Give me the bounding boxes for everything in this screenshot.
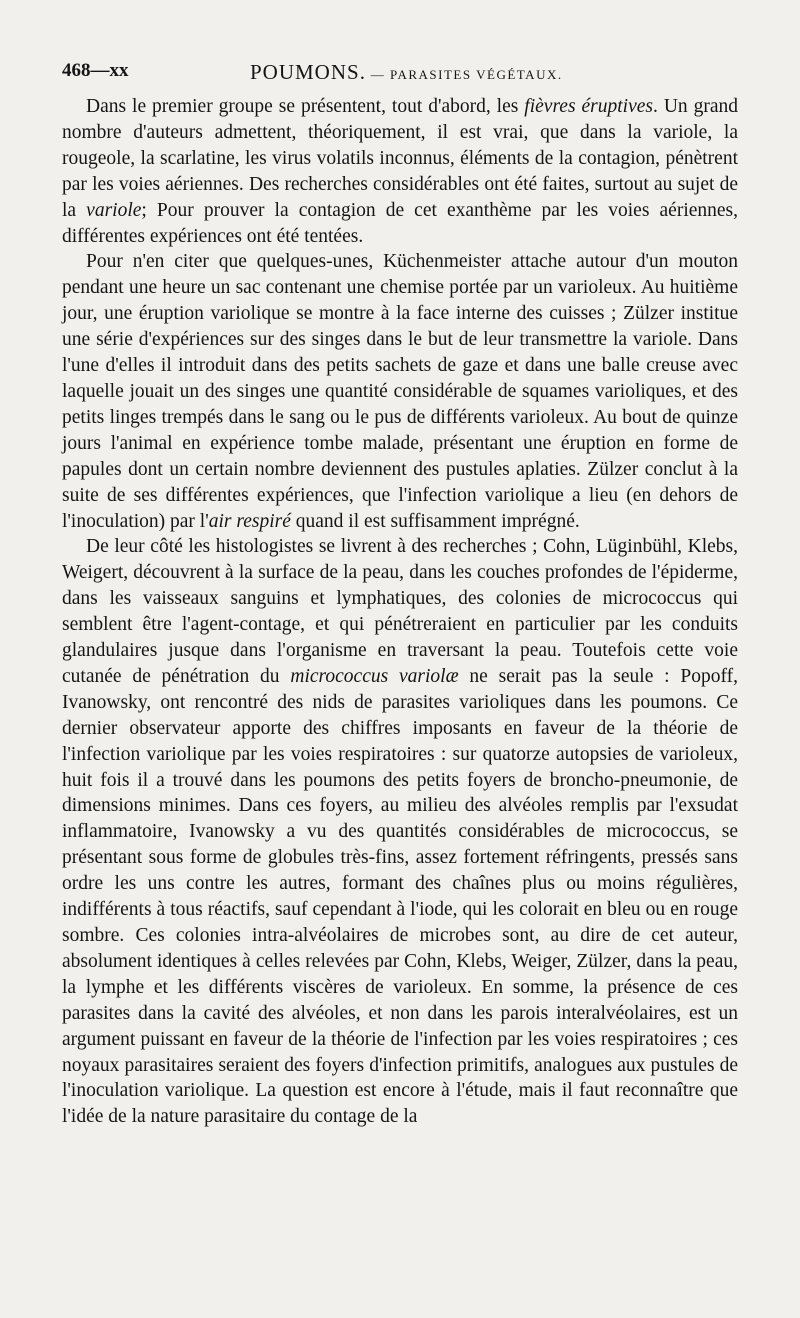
running-title-sub: PARASITES VÉGÉTAUX. <box>389 67 563 82</box>
paragraph <box>62 534 738 1130</box>
text-run: Pour n'en citer que quelques-unes, Küchenmeister attache autour d'un mouton pendant une heure un sac contenant une chemise portée par un varioleux. Au huitième jour, une éruption variolique se montre à la face interne des cuisses ; Zülzer institue une série d'expériences sur des singes dans le but de leur transmettre la variole. Dans l'une d'elles il introduit dans des petits sachets de gaze et dans une balle creuse avec laquelle jouait un des singes une quantité considérable de squames varioliques, et des petits linges trempés dans le sang ou le pus de différents varioleux. Au bout de quinze jours l'animal en expérience tombe malade, présentant une éruption en forme de papules dont un certain nombre deviennent des pustules aplaties. Zülzer conclut à la suite de ses différentes expériences, que l'infection variolique a lieu (en dehors de l'inoculation) par l' <box>62 251 738 532</box>
text-run: De leur côté les histologistes se livrent à des recherches ; Cohn, Lüginbühl, Klebs, Weigert, découvrent à la surface de la peau, dans les couches profondes de l'épiderme, dans les vaisseaux sanguins et lymphatiques, des colonies de micrococcus qui semblent être l'agent-contage, et qui pénétreraient en particulier par les conduits glandulaires jusque dans l'organisme en traversant la peau. Toutefois cette voie cutanée de pénétration du <box>62 536 738 687</box>
italic-text: micrococcus variolæ <box>290 665 459 687</box>
text-run: ne serait pas la seule : Popoff, Ivanowsky, ont rencontré des nids de parasites varioliques dans les poumons. Ce dernier observateur apporte des chiffres imposants en faveur de la théorie de l'infection variolique par les voies respiratoires : sur quatorze autopsies de varioleux, huit fois il a trouvé dans les poumons des petits foyers de broncho-pneumonie, de dimensions minimes. Dans ces foyers, au milieu des alvéoles remplis par l'exsudat inflammatoire, Ivanowsky a vu des quantités considérables de micrococcus, se présentant sous forme de globules très-fins, assez fortement réfringents, pressés sans ordre les uns contre les autres, formant des chaînes plus ou moins régulières, indifférents à tous réactifs, sauf cependant à l'iode, qui les colorait en bleu ou en rouge sombre. Ces colonies intra-alvéolaires de microbes sont, au dire de cet auteur, absolument identiques à celles relevées par Cohn, Klebs, Weiger, Zülzer, dans la peau, la lymphe et les différents viscères de varioleux. En somme, la présence de ces parasites dans la cavité des alvéoles, et non dans les parois interalvéolaires, est un argument puissant en faveur de la théorie de l'infection par les voies respiratoires ; ces noyaux parasitaires seraient des foyers d'infection primitifs, analogues aux pustules de l'inoculation variolique. La question est encore à l'étude, mais il faut reconnaître que l'idée de la nature parasitaire du contage de la <box>62 665 738 1128</box>
text-run: quand il est suffisamment imprégné. <box>290 510 580 532</box>
italic-text: air respiré <box>208 510 291 532</box>
italic-text: fièvres éruptives <box>524 96 653 117</box>
page-number: 468—xx <box>62 60 129 81</box>
running-header <box>62 60 738 90</box>
running-title-separator: — <box>365 67 390 82</box>
text-run: ; Pour prouver la contagion de cet exanthème par les voies aériennes, différentes expériences ont été tentées. <box>62 199 739 247</box>
body-text <box>62 94 738 1130</box>
running-title-main: POUMONS. <box>250 60 366 84</box>
text-run: . Un grand nombre d'auteurs admettent, théoriquement, il est vrai, que dans la variole, la rougeole, la scarlatine, les virus volatils inconnus, éléments de la contagion, pénètrent par les voies aériennes. Des recherches considérables ont été faites, surtout au sujet de la <box>62 96 738 221</box>
italic-text: variole <box>86 199 142 221</box>
running-title <box>250 60 563 85</box>
text-run: Dans le premier groupe se présentent, tout d'abord, les <box>86 96 525 117</box>
paragraph <box>62 94 738 249</box>
paragraph <box>62 249 738 534</box>
